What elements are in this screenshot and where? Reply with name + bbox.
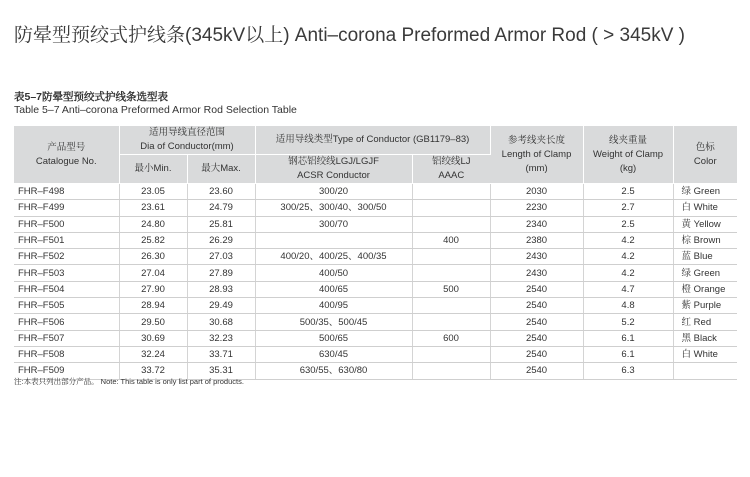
cell-catalogue: FHR–F499 xyxy=(14,200,119,216)
cell-max: 24.79 xyxy=(187,200,255,216)
cell-length: 2540 xyxy=(490,298,583,314)
table-row xyxy=(14,314,737,330)
cell-color: 白 White xyxy=(673,200,737,216)
header-acsr-en: ACSR Conductor xyxy=(297,170,370,181)
cell-color: 橙 Orange xyxy=(673,281,737,297)
cell-length: 2340 xyxy=(490,216,583,232)
cell-acsr: 300/20 xyxy=(255,184,412,200)
header-aaac-en: AAAC xyxy=(438,170,465,181)
cell-weight: 6.3 xyxy=(583,363,673,379)
header-weight xyxy=(583,126,673,184)
cell-catalogue: FHR–F506 xyxy=(14,314,119,330)
cell-length: 2230 xyxy=(490,200,583,216)
cell-min: 32.24 xyxy=(119,346,187,362)
selection-table xyxy=(14,126,737,380)
cell-catalogue: FHR–F504 xyxy=(14,281,119,297)
header-length-en: Length of Clamp xyxy=(501,148,572,160)
cell-max: 35.31 xyxy=(187,363,255,379)
table-row xyxy=(14,200,737,216)
header-weight-cn: 线夹重量 xyxy=(609,134,648,146)
cell-aaac xyxy=(412,184,490,200)
cell-color xyxy=(673,363,737,379)
cell-acsr: 300/25、300/40、300/50 xyxy=(255,200,412,216)
cell-min: 23.05 xyxy=(119,184,187,200)
cell-aaac xyxy=(412,346,490,362)
header-diameter-cn: 适用导线直径范围 xyxy=(149,127,226,138)
cell-weight: 4.2 xyxy=(583,232,673,248)
cell-max: 27.89 xyxy=(187,265,255,281)
header-length-unit: (mm) xyxy=(525,162,548,174)
cell-weight: 2.5 xyxy=(583,184,673,200)
cell-length: 2430 xyxy=(490,265,583,281)
cell-catalogue: FHR–F507 xyxy=(14,330,119,346)
table-row xyxy=(14,346,737,362)
cell-max: 29.49 xyxy=(187,298,255,314)
table-row xyxy=(14,184,737,200)
cell-color: 紫 Purple xyxy=(673,298,737,314)
cell-color: 白 White xyxy=(673,346,737,362)
cell-length: 2380 xyxy=(490,232,583,248)
cell-catalogue: FHR–F503 xyxy=(14,265,119,281)
header-weight-unit: (kg) xyxy=(619,162,637,174)
cell-acsr: 400/20、400/25、400/35 xyxy=(255,249,412,265)
cell-catalogue: FHR–F501 xyxy=(14,232,119,248)
header-aaac xyxy=(412,155,490,184)
cell-catalogue: FHR–F509 xyxy=(14,363,119,379)
cell-max: 30.68 xyxy=(187,314,255,330)
table-row xyxy=(14,330,737,346)
cell-min: 23.61 xyxy=(119,200,187,216)
cell-color: 黑 Black xyxy=(673,330,737,346)
cell-weight: 2.7 xyxy=(583,200,673,216)
cell-aaac xyxy=(412,298,490,314)
cell-acsr: 300/70 xyxy=(255,216,412,232)
cell-length: 2540 xyxy=(490,363,583,379)
cell-length: 2540 xyxy=(490,314,583,330)
cell-min: 26.30 xyxy=(119,249,187,265)
cell-catalogue: FHR–F508 xyxy=(14,346,119,362)
header-catalogue-cn: 产品型号 xyxy=(47,141,86,153)
cell-color: 蓝 Blue xyxy=(673,249,737,265)
table-row xyxy=(14,232,737,248)
cell-color: 绿 Green xyxy=(673,184,737,200)
cell-catalogue: FHR–F498 xyxy=(14,184,119,200)
header-diameter-en: Dia of Conductor(mm) xyxy=(140,141,234,152)
table-caption-cn: 表5–7防晕型预绞式护线条选型表 xyxy=(14,91,169,103)
cell-color: 绿 Green xyxy=(673,265,737,281)
table-row xyxy=(14,216,737,232)
cell-max: 25.81 xyxy=(187,216,255,232)
cell-aaac xyxy=(412,265,490,281)
cell-weight: 6.1 xyxy=(583,346,673,362)
cell-weight: 4.8 xyxy=(583,298,673,314)
cell-acsr: 400/50 xyxy=(255,265,412,281)
header-color-cn: 色标 xyxy=(695,141,715,153)
header-weight-en: Weight of Clamp xyxy=(593,148,664,160)
header-conductor-type: 适用导线类型Type of Conductor (GB1179–83) xyxy=(255,126,490,155)
cell-length: 2540 xyxy=(490,281,583,297)
header-row-1 xyxy=(14,126,737,155)
cell-min: 27.90 xyxy=(119,281,187,297)
header-aaac-cn: 铝绞线LJ xyxy=(432,156,471,167)
cell-aaac xyxy=(412,200,490,216)
cell-color: 红 Red xyxy=(673,314,737,330)
cell-max: 23.60 xyxy=(187,184,255,200)
cell-aaac xyxy=(412,314,490,330)
header-acsr-cn: 钢芯铝绞线LGJ/LGJF xyxy=(288,156,379,167)
cell-weight: 4.2 xyxy=(583,249,673,265)
cell-min: 25.82 xyxy=(119,232,187,248)
cell-length: 2430 xyxy=(490,249,583,265)
cell-color: 棕 Brown xyxy=(673,232,737,248)
cell-catalogue: FHR–F502 xyxy=(14,249,119,265)
cell-min: 33.72 xyxy=(119,363,187,379)
header-min: 最小Min. xyxy=(119,155,187,184)
cell-length: 2030 xyxy=(490,184,583,200)
cell-acsr: 400/95 xyxy=(255,298,412,314)
table-row xyxy=(14,249,737,265)
cell-acsr: 500/35、500/45 xyxy=(255,314,412,330)
cell-aaac: 500 xyxy=(412,281,490,297)
header-length xyxy=(490,126,583,184)
cell-min: 27.04 xyxy=(119,265,187,281)
cell-min: 29.50 xyxy=(119,314,187,330)
footnote: 注:本表只列出部分产品。 Note: This table is only list part of products. xyxy=(14,377,244,386)
page-title: 防晕型预绞式护线条(345kV以上) Anti–corona Preformed Armor Rod ( > 345kV ) xyxy=(14,25,686,46)
cell-length: 2540 xyxy=(490,330,583,346)
cell-acsr xyxy=(255,232,412,248)
table-body xyxy=(14,184,737,380)
cell-max: 33.71 xyxy=(187,346,255,362)
cell-min: 24.80 xyxy=(119,216,187,232)
cell-weight: 4.2 xyxy=(583,265,673,281)
cell-weight: 5.2 xyxy=(583,314,673,330)
cell-weight: 2.5 xyxy=(583,216,673,232)
header-max: 最大Max. xyxy=(187,155,255,184)
cell-weight: 6.1 xyxy=(583,330,673,346)
cell-acsr: 630/55、630/80 xyxy=(255,363,412,379)
header-catalogue xyxy=(14,126,119,184)
cell-acsr: 630/45 xyxy=(255,346,412,362)
header-catalogue-en: Catalogue No. xyxy=(35,155,97,167)
header-color-en: Color xyxy=(693,155,717,167)
header-acsr xyxy=(255,155,412,184)
header-diameter xyxy=(119,126,255,155)
table-caption-en: Table 5–7 Anti–corona Preformed Armor Rod Selection Table xyxy=(14,104,297,116)
table-row xyxy=(14,298,737,314)
cell-min: 28.94 xyxy=(119,298,187,314)
cell-color: 黄 Yellow xyxy=(673,216,737,232)
cell-aaac xyxy=(412,363,490,379)
cell-max: 27.03 xyxy=(187,249,255,265)
cell-aaac: 600 xyxy=(412,330,490,346)
cell-max: 28.93 xyxy=(187,281,255,297)
cell-weight: 4.7 xyxy=(583,281,673,297)
cell-max: 32.23 xyxy=(187,330,255,346)
cell-acsr: 400/65 xyxy=(255,281,412,297)
header-color xyxy=(673,126,737,184)
table-row xyxy=(14,281,737,297)
cell-acsr: 500/65 xyxy=(255,330,412,346)
cell-aaac xyxy=(412,249,490,265)
cell-catalogue: FHR–F505 xyxy=(14,298,119,314)
header-length-cn: 参考线夹长度 xyxy=(508,134,566,146)
cell-catalogue: FHR–F500 xyxy=(14,216,119,232)
cell-aaac xyxy=(412,216,490,232)
table-row xyxy=(14,265,737,281)
cell-min: 30.69 xyxy=(119,330,187,346)
cell-length: 2540 xyxy=(490,346,583,362)
cell-max: 26.29 xyxy=(187,232,255,248)
cell-aaac: 400 xyxy=(412,232,490,248)
